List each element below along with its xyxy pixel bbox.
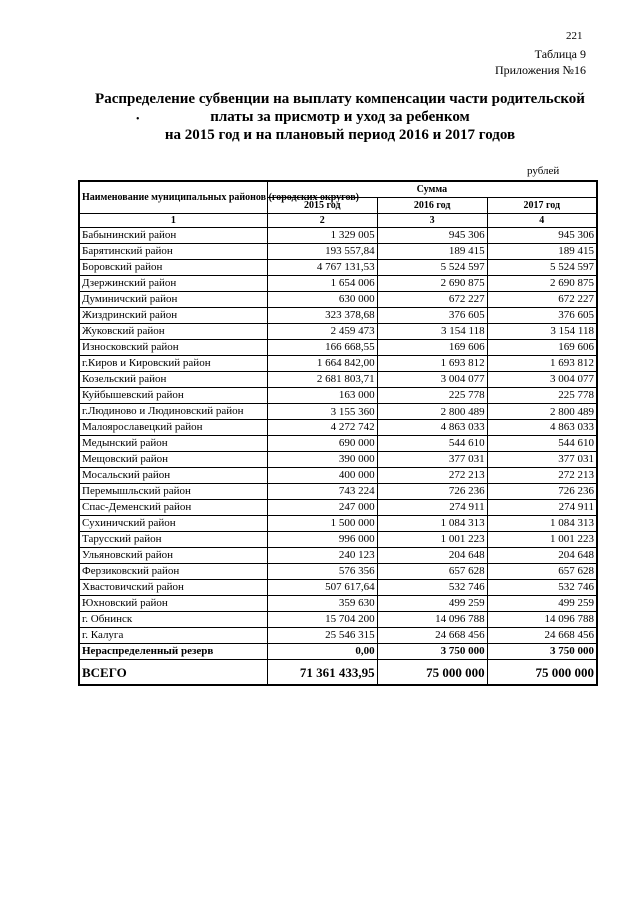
value-2016: 204 648	[377, 548, 487, 564]
table-row	[79, 500, 597, 516]
value-2016: 1 693 812	[377, 356, 487, 372]
table-number: Таблица 9	[534, 47, 586, 61]
value-2016: 544 610	[377, 436, 487, 452]
value-2016: 657 628	[377, 564, 487, 580]
value-2017: 225 778	[487, 388, 597, 404]
header-year-2015: 2015 год	[267, 198, 377, 214]
value-2016: 376 605	[377, 308, 487, 324]
district-name: Малоярославецкий район	[79, 420, 267, 436]
district-name: Сухиничский район	[79, 516, 267, 532]
value-2017: 189 415	[487, 244, 597, 260]
subsidy-table	[78, 180, 598, 686]
table-row	[79, 580, 597, 596]
value-2017: 14 096 788	[487, 612, 597, 628]
value-2016: 24 668 456	[377, 628, 487, 644]
value-2017: 169 606	[487, 340, 597, 356]
appendix-number: Приложения №16	[494, 63, 586, 77]
column-index: 1	[79, 214, 267, 228]
value-2017: 1 084 313	[487, 516, 597, 532]
table-row	[79, 324, 597, 340]
district-name: Спас-Деменский район	[79, 500, 267, 516]
value-2017: 726 236	[487, 484, 597, 500]
value-2016: 5 524 597	[377, 260, 487, 276]
table-row	[79, 340, 597, 356]
district-name: Износковский район	[79, 340, 267, 356]
reserve-2015: 0,00	[267, 644, 377, 660]
value-2017: 1 001 223	[487, 532, 597, 548]
value-2016: 169 606	[377, 340, 487, 356]
district-name: Ферзиковский район	[79, 564, 267, 580]
value-2015: 3 155 360	[267, 404, 377, 420]
value-2015: 390 000	[267, 452, 377, 468]
value-2016: 272 213	[377, 468, 487, 484]
district-name: Перемышльский район	[79, 484, 267, 500]
total-2017: 75 000 000	[487, 660, 597, 686]
value-2017: 204 648	[487, 548, 597, 564]
total-row	[79, 660, 597, 686]
table-row	[79, 596, 597, 612]
value-2017: 657 628	[487, 564, 597, 580]
district-name: г.Людиново и Людиновский район	[79, 404, 267, 420]
units-label: рублей	[527, 165, 560, 177]
district-name: Медынский район	[79, 436, 267, 452]
table-row	[79, 436, 597, 452]
value-2015: 2 459 473	[267, 324, 377, 340]
column-index: 4	[487, 214, 597, 228]
value-2015: 576 356	[267, 564, 377, 580]
district-name: Куйбышевский район	[79, 388, 267, 404]
value-2016: 377 031	[377, 452, 487, 468]
value-2015: 193 557,84	[267, 244, 377, 260]
table-row	[79, 244, 597, 260]
table-row	[79, 564, 597, 580]
value-2015: 2 681 803,71	[267, 372, 377, 388]
value-2017: 24 668 456	[487, 628, 597, 644]
value-2015: 4 272 742	[267, 420, 377, 436]
table-reference	[470, 46, 586, 78]
table-row	[79, 516, 597, 532]
reserve-2016: 3 750 000	[377, 644, 487, 660]
value-2017: 377 031	[487, 452, 597, 468]
title-line-3: на 2015 год и на плановый период 2016 и 2017 годов	[164, 127, 516, 143]
value-2016: 532 746	[377, 580, 487, 596]
value-2016: 1 084 313	[377, 516, 487, 532]
total-name: ВСЕГО	[79, 660, 267, 686]
total-2015: 71 361 433,95	[267, 660, 377, 686]
value-2017: 672 227	[487, 292, 597, 308]
value-2015: 15 704 200	[267, 612, 377, 628]
reserve-2017: 3 750 000	[487, 644, 597, 660]
district-name: Думиничский район	[79, 292, 267, 308]
value-2016: 189 415	[377, 244, 487, 260]
value-2017: 5 524 597	[487, 260, 597, 276]
district-name: г.Киров и Кировский район	[79, 356, 267, 372]
value-2016: 14 096 788	[377, 612, 487, 628]
value-2015: 630 000	[267, 292, 377, 308]
district-name: Барятинский район	[79, 244, 267, 260]
value-2015: 507 617,64	[267, 580, 377, 596]
value-2016: 672 227	[377, 292, 487, 308]
value-2016: 726 236	[377, 484, 487, 500]
district-name: Юхновский район	[79, 596, 267, 612]
table-row	[79, 468, 597, 484]
value-2016: 499 259	[377, 596, 487, 612]
table-row	[79, 548, 597, 564]
district-name: Жуковский район	[79, 324, 267, 340]
value-2015: 163 000	[267, 388, 377, 404]
header-year-2017: 2017 год	[487, 198, 597, 214]
value-2017: 272 213	[487, 468, 597, 484]
table-row	[79, 420, 597, 436]
table-row	[79, 404, 597, 420]
value-2015: 743 224	[267, 484, 377, 500]
district-name: Тарусский район	[79, 532, 267, 548]
value-2015: 690 000	[267, 436, 377, 452]
value-2017: 4 863 033	[487, 420, 597, 436]
reserve-name: Нераспределенный резерв	[79, 644, 267, 660]
district-name: Ульяновский район	[79, 548, 267, 564]
value-2016: 3 004 077	[377, 372, 487, 388]
value-2015: 996 000	[267, 532, 377, 548]
value-2017: 376 605	[487, 308, 597, 324]
value-2016: 945 306	[377, 228, 487, 244]
table-row	[79, 388, 597, 404]
value-2015: 359 630	[267, 596, 377, 612]
column-index-row	[79, 214, 597, 228]
value-2017: 1 693 812	[487, 356, 597, 372]
column-index: 2	[267, 214, 377, 228]
district-name: Дзержинский район	[79, 276, 267, 292]
value-2015: 247 000	[267, 500, 377, 516]
value-2015: 400 000	[267, 468, 377, 484]
table-row	[79, 228, 597, 244]
header-year-2016: 2016 год	[377, 198, 487, 214]
value-2016: 225 778	[377, 388, 487, 404]
table-row	[79, 308, 597, 324]
document-title	[60, 90, 620, 144]
district-name: г. Обнинск	[79, 612, 267, 628]
value-2015: 1 654 006	[267, 276, 377, 292]
table-row	[79, 292, 597, 308]
district-name: Боровский район	[79, 260, 267, 276]
table-row	[79, 276, 597, 292]
value-2015: 323 378,68	[267, 308, 377, 324]
value-2016: 1 001 223	[377, 532, 487, 548]
reserve-row	[79, 644, 597, 660]
title-line-2: платы за присмотр и уход за ребенком	[210, 109, 470, 125]
table-row	[79, 372, 597, 388]
value-2015: 166 668,55	[267, 340, 377, 356]
value-2016: 2 800 489	[377, 404, 487, 420]
district-name: Мещовский район	[79, 452, 267, 468]
district-name: г. Калуга	[79, 628, 267, 644]
district-name: Жиздринский район	[79, 308, 267, 324]
page-number: 221	[566, 30, 583, 42]
table-row	[79, 260, 597, 276]
header-name-column: Наименование муниципальных районов (городских округов)	[79, 181, 267, 214]
value-2017: 2 800 489	[487, 404, 597, 420]
value-2015: 25 546 315	[267, 628, 377, 644]
column-index: 3	[377, 214, 487, 228]
value-2017: 3 004 077	[487, 372, 597, 388]
value-2015: 1 664 842,00	[267, 356, 377, 372]
value-2017: 499 259	[487, 596, 597, 612]
value-2015: 1 329 005	[267, 228, 377, 244]
value-2017: 544 610	[487, 436, 597, 452]
district-name: Козельский район	[79, 372, 267, 388]
table-row	[79, 356, 597, 372]
value-2016: 2 690 875	[377, 276, 487, 292]
value-2016: 4 863 033	[377, 420, 487, 436]
value-2015: 4 767 131,53	[267, 260, 377, 276]
value-2017: 945 306	[487, 228, 597, 244]
value-2015: 240 123	[267, 548, 377, 564]
title-line-1: Распределение субвенции на выплату компенсации части родительской	[95, 91, 585, 107]
table-row	[79, 612, 597, 628]
total-2016: 75 000 000	[377, 660, 487, 686]
header-sum: Сумма	[267, 181, 597, 198]
table-row	[79, 532, 597, 548]
value-2017: 274 911	[487, 500, 597, 516]
district-name: Хвастовичский район	[79, 580, 267, 596]
value-2017: 532 746	[487, 580, 597, 596]
value-2017: 3 154 118	[487, 324, 597, 340]
value-2016: 274 911	[377, 500, 487, 516]
value-2017: 2 690 875	[487, 276, 597, 292]
value-2015: 1 500 000	[267, 516, 377, 532]
table-row	[79, 452, 597, 468]
table-row	[79, 484, 597, 500]
district-name: Мосальский район	[79, 468, 267, 484]
table-row	[79, 628, 597, 644]
value-2016: 3 154 118	[377, 324, 487, 340]
stray-dot: •	[136, 114, 140, 125]
district-name: Бабынинский район	[79, 228, 267, 244]
